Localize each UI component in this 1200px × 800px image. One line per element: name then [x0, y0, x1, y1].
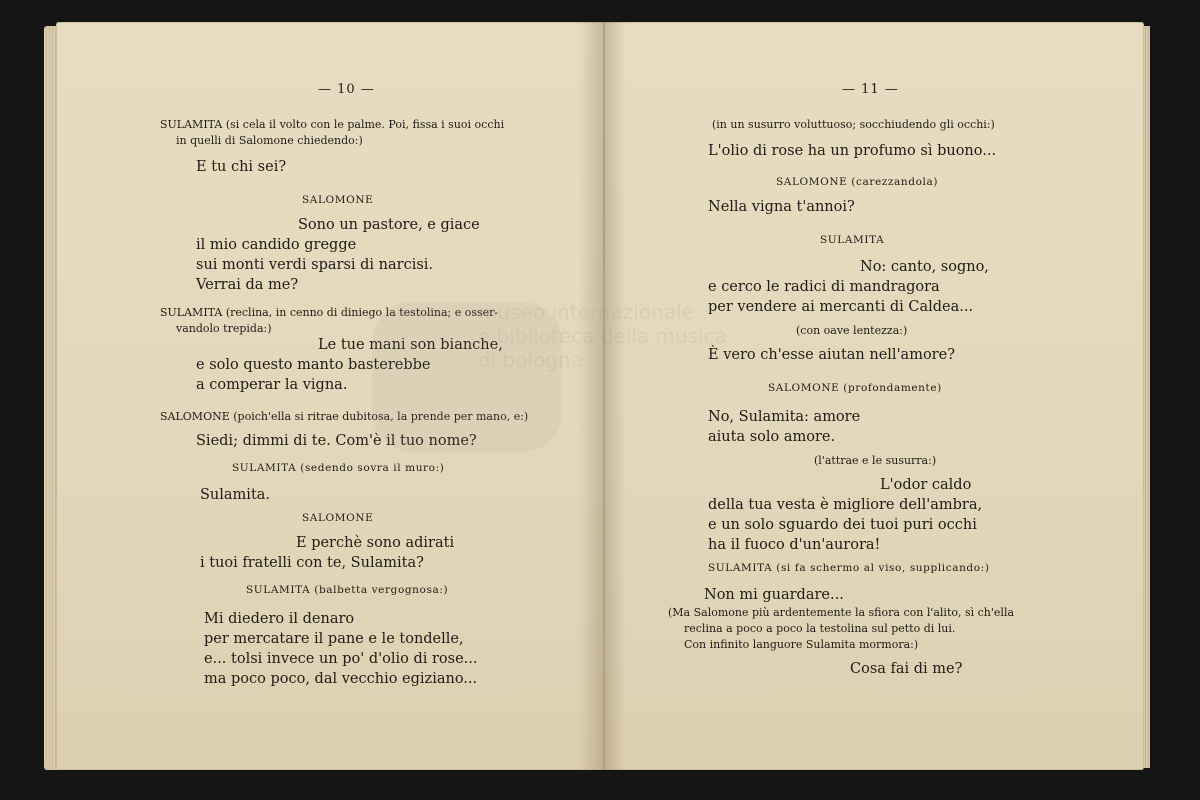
verse-line: aiuta solo amore. [708, 429, 836, 445]
verse-line: Mi diedero il denaro [204, 611, 355, 627]
open-book [44, 22, 1150, 774]
verse-line: per mercatare il pane e le tondelle, [204, 631, 464, 647]
verse-line: e un solo sguardo dei tuoi puri occhi [708, 517, 977, 533]
stage-direction: SULAMITA (reclina, in cenno di diniego la testolina; e osser- [160, 306, 499, 319]
verse-line: E tu chi sei? [196, 159, 287, 175]
verse-line: i tuoi fratelli con te, Sulamita? [200, 555, 424, 571]
verse-line: L'odor caldo [880, 477, 972, 493]
verse-line: Siedi; dimmi di te. Com'è il tuo nome? [196, 433, 477, 449]
verse-line: Cosa fai di me? [850, 661, 963, 677]
verse-line: Non mi guardare... [704, 587, 844, 603]
verse-line: No: canto, sogno, [860, 259, 989, 275]
verse-line: ha il fuoco d'un'aurora! [708, 537, 881, 553]
stage-direction: SALOMONE (poich'ella si ritrae dubitosa, la prende per mano, e:) [160, 410, 529, 423]
page-number: — 10 — [318, 82, 375, 97]
verse-line: ma poco poco, dal vecchio egiziano... [204, 671, 478, 687]
verse-line: Nella vigna t'annoi? [708, 199, 855, 215]
page-number: — 11 — [842, 82, 899, 97]
verse-line: E perchè sono adirati [296, 535, 455, 551]
speaker-name: SALOMONE (profondamente) [768, 382, 942, 394]
verse-line: della tua vesta è migliore dell'ambra, [708, 497, 983, 513]
verse-line: È vero ch'esse aiutan nell'amore? [708, 347, 955, 363]
speaker-name: SULAMITA (sedendo sovra il muro:) [232, 462, 445, 474]
speaker-name: SULAMITA [820, 234, 885, 246]
verse-line: Verrai da me? [196, 277, 299, 293]
verse-line: e... tolsi invece un po' d'olio di rose... [204, 651, 478, 667]
speaker-name: SULAMITA (balbetta vergognosa:) [246, 584, 449, 596]
verse-line: No, Sulamita: amore [708, 409, 861, 425]
stage-direction: (l'attrae e le susurra:) [814, 454, 937, 467]
stage-direction: Con infinito languore Sulamita mormora:) [684, 638, 919, 651]
verse-line: per vendere ai mercanti di Caldea... [708, 299, 974, 315]
stage-direction: (Ma Salomone più ardentemente la sfiora con l'alito, sì ch'ella [668, 606, 1015, 619]
verse-line: e cerco le radici di mandragora [708, 279, 940, 295]
verse-line: L'olio di rose ha un profumo sì buono... [708, 143, 997, 159]
speaker-name: SALOMONE (carezzandola) [776, 176, 939, 188]
verse-line: Sulamita. [200, 487, 271, 503]
speaker-name: SALOMONE [302, 512, 374, 524]
speaker-name: SULAMITA (si fa schermo al viso, supplicando:) [708, 562, 990, 574]
right-page [604, 22, 1144, 770]
watermark-logo [372, 302, 562, 452]
stage-direction: SULAMITA (si cela il volto con le palme. Poi, fissa i suoi occhi [160, 118, 505, 131]
verse-line: Sono un pastore, e giace [298, 217, 480, 233]
verse-line: il mio candido gregge [196, 237, 357, 253]
verse-line: a comperar la vigna. [196, 377, 348, 393]
verse-line: sui monti verdi sparsi di narcisi. [196, 257, 434, 273]
verse-line: Le tue mani son bianche, [318, 337, 503, 353]
verse-line: e solo questo manto basterebbe [196, 357, 431, 373]
stage-direction: (con oave lentezza:) [796, 324, 908, 337]
stage-direction: vandolo trepida:) [176, 322, 272, 335]
stage-direction: reclina a poco a poco la testolina sul petto di lui. [684, 622, 956, 635]
stage-direction: (in un susurro voluttuoso; socchiudendo gli occhi:) [712, 118, 995, 131]
stage-direction: in quelli di Salomone chiedendo:) [176, 134, 363, 147]
speaker-name: SALOMONE [302, 194, 374, 206]
